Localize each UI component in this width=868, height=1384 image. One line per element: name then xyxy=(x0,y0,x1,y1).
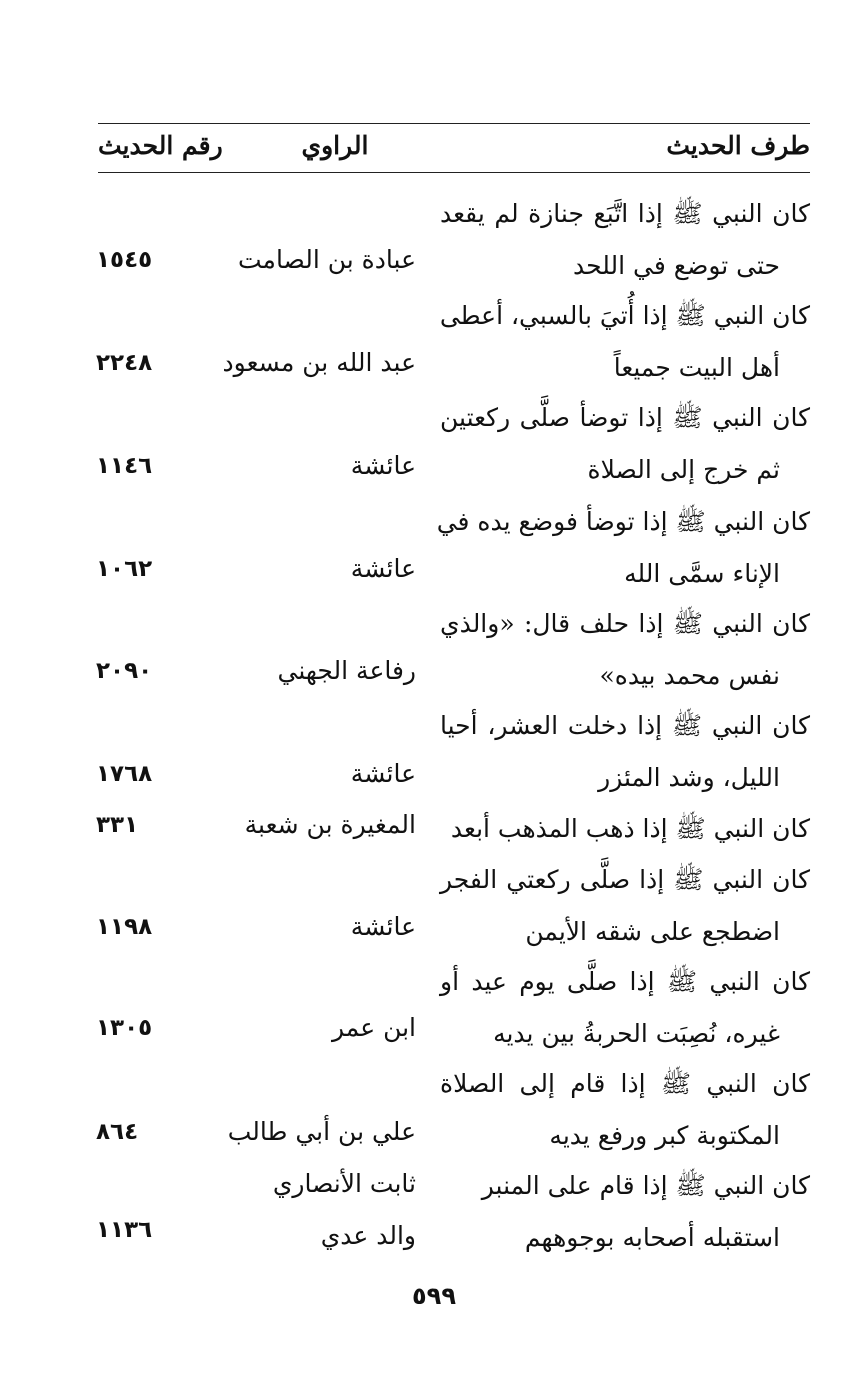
narrator: عائشة xyxy=(350,451,416,480)
hadith-number: ٣٣١ xyxy=(96,812,139,838)
hadith-number: ١٣٠٥ xyxy=(96,1015,153,1041)
hadith-number: ١٠٦٢ xyxy=(96,556,153,582)
narrator: رفاعة الجهني xyxy=(277,656,416,685)
hadith-line: حتى توضع في اللحد xyxy=(573,251,780,280)
hadith-number: ١١٤٦ xyxy=(96,453,153,479)
column-header-rawi: الراوي xyxy=(301,131,369,160)
hadith-line: استقبله أصحابه بوجوههم xyxy=(524,1223,780,1252)
header-top-rule xyxy=(98,123,810,124)
hadith-number: ١١٩٨ xyxy=(96,914,153,940)
page-number: ٥٩٩ xyxy=(412,1282,456,1310)
header-bottom-rule xyxy=(98,172,810,173)
hadith-line: كان النبي ﷺ إذا أُتيَ بالسبي، أعطى xyxy=(439,301,810,330)
hadith-line: الإناء سمَّى الله xyxy=(624,559,780,588)
hadith-number: ١٥٤٥ xyxy=(96,247,153,273)
hadith-line: اضطجع على شقه الأيمن xyxy=(525,917,780,946)
column-header-hadith: طرف الحديث xyxy=(666,131,810,160)
narrator: عائشة xyxy=(350,554,416,583)
hadith-number: ٨٦٤ xyxy=(96,1119,139,1145)
narrator: والد عدي xyxy=(320,1221,416,1250)
hadith-number: ١١٣٦ xyxy=(96,1217,153,1243)
hadith-line: ثم خرج إلى الصلاة xyxy=(587,455,780,484)
hadith-line: نفس محمد بيده» xyxy=(599,661,780,690)
hadith-line: كان النبي ﷺ إذا قام إلى الصلاة xyxy=(440,1069,810,1098)
hadith-line: كان النبي ﷺ إذا اتَّبَع جنازة لم يقعد xyxy=(440,199,810,228)
hadith-line: أهل البيت جميعاً xyxy=(613,353,780,382)
hadith-line: كان النبي ﷺ إذا صلَّى يوم عيد أو xyxy=(440,967,810,996)
hadith-number: ٢٢٤٨ xyxy=(96,350,153,376)
narrator: عبادة بن الصامت xyxy=(238,245,416,274)
narrator: ابن عمر xyxy=(331,1013,416,1042)
hadith-line: الليل، وشد المئزر xyxy=(598,763,780,792)
hadith-line: كان النبي ﷺ إذا حلف قال: «والذي xyxy=(440,609,810,638)
narrator: عائشة xyxy=(350,912,416,941)
hadith-line: غيره، نُصِبَت الحربةُ بين يديه xyxy=(493,1019,780,1048)
hadith-line: كان النبي ﷺ إذا توضأ صلَّى ركعتين xyxy=(440,403,810,432)
narrator: عائشة xyxy=(350,759,416,788)
hadith-line: كان النبي ﷺ إذا دخلت العشر، أحيا xyxy=(440,711,810,740)
hadith-number: ١٧٦٨ xyxy=(96,761,153,787)
hadith-line: المكتوبة كبر ورفع يديه xyxy=(549,1121,780,1150)
hadith-line: كان النبي ﷺ إذا قام على المنبر xyxy=(481,1171,810,1200)
narrator: علي بن أبي طالب xyxy=(227,1117,416,1146)
narrator: ثابت الأنصاري xyxy=(272,1169,416,1198)
hadith-line: كان النبي ﷺ إذا توضأ فوضع يده في xyxy=(436,507,810,536)
hadith-number: ٢٠٩٠ xyxy=(96,658,153,684)
column-header-number: رقم الحديث xyxy=(98,131,223,160)
narrator: عبد الله بن مسعود xyxy=(222,348,416,377)
narrator: المغيرة بن شعبة xyxy=(244,810,416,839)
hadith-line: كان النبي ﷺ إذا صلَّى ركعتي الفجر xyxy=(440,865,810,894)
hadith-line: كان النبي ﷺ إذا ذهب المذهب أبعد xyxy=(450,814,810,843)
